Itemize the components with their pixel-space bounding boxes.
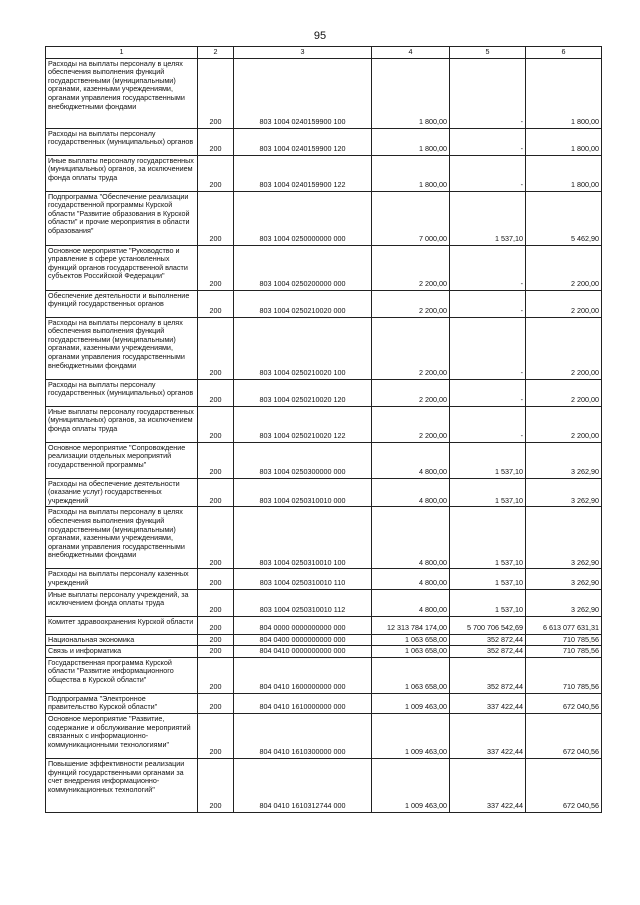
row-change-amount: 1 537,10 (450, 507, 526, 569)
row-change-amount: 352 872,44 (450, 634, 526, 646)
row-plan-amount: 4 800,00 (372, 442, 450, 478)
row-change-amount: - (450, 379, 526, 406)
row-code: 803 1004 0250200000 000 (234, 245, 372, 290)
table-row (46, 128, 602, 155)
table-row (46, 442, 602, 478)
row-vr: 200 (198, 191, 234, 245)
row-vr: 200 (198, 478, 234, 507)
row-plan-amount: 12 313 784 174,00 (372, 616, 450, 634)
row-code: 804 0000 0000000000 000 (234, 616, 372, 634)
row-change-amount: - (450, 155, 526, 191)
row-name: Иные выплаты персоналу государственных (муниципальных) органов, за исключением фонда оплаты труда (46, 406, 198, 442)
budget-table-body (46, 47, 602, 813)
row-total-amount: 3 262,90 (526, 478, 602, 507)
column-number-6: 6 (526, 47, 602, 59)
row-plan-amount: 1 063 658,00 (372, 646, 450, 658)
row-plan-amount: 2 200,00 (372, 406, 450, 442)
table-row (46, 317, 602, 379)
table-row (46, 589, 602, 616)
row-change-amount: - (450, 58, 526, 128)
table-row (46, 155, 602, 191)
column-number-2: 2 (198, 47, 234, 59)
table-row (46, 379, 602, 406)
row-plan-amount: 1 800,00 (372, 128, 450, 155)
row-code: 804 0410 1610300000 000 (234, 713, 372, 758)
row-total-amount: 1 800,00 (526, 155, 602, 191)
column-number-3: 3 (234, 47, 372, 59)
row-change-amount: 337 422,44 (450, 758, 526, 812)
column-number-5: 5 (450, 47, 526, 59)
row-change-amount: - (450, 245, 526, 290)
row-vr: 200 (198, 442, 234, 478)
row-plan-amount: 2 200,00 (372, 290, 450, 317)
table-row (46, 634, 602, 646)
row-code: 803 1004 0240159900 100 (234, 58, 372, 128)
table-row (46, 693, 602, 713)
row-code: 803 1004 0250310010 110 (234, 569, 372, 589)
row-vr: 200 (198, 646, 234, 658)
row-vr: 200 (198, 634, 234, 646)
row-name: Государственная программа Курской области "Развитие информационного общества в Курской области" (46, 657, 198, 693)
row-name: Связь и информатика (46, 646, 198, 658)
row-vr: 200 (198, 589, 234, 616)
row-change-amount: - (450, 317, 526, 379)
table-row (46, 406, 602, 442)
row-vr: 200 (198, 693, 234, 713)
row-name: Иные выплаты персоналу учреждений, за исключением фонда оплаты труда (46, 589, 198, 616)
table-row (46, 569, 602, 589)
row-change-amount: 1 537,10 (450, 442, 526, 478)
table-row (46, 507, 602, 569)
row-name: Обеспечение деятельности и выполнение функций государственных органов (46, 290, 198, 317)
row-plan-amount: 1 800,00 (372, 155, 450, 191)
row-change-amount: 1 537,10 (450, 478, 526, 507)
table-row (46, 478, 602, 507)
row-total-amount: 2 200,00 (526, 290, 602, 317)
row-total-amount: 5 462,90 (526, 191, 602, 245)
row-vr: 200 (198, 713, 234, 758)
row-code: 804 0410 0000000000 000 (234, 646, 372, 658)
row-name: Основное мероприятие "Руководство и управление в сфере установленных функций органов государственной власти субъектов Российской Федерации" (46, 245, 198, 290)
table-row (46, 657, 602, 693)
row-change-amount: 1 537,10 (450, 191, 526, 245)
row-total-amount: 3 262,90 (526, 442, 602, 478)
row-vr: 200 (198, 379, 234, 406)
row-total-amount: 672 040,56 (526, 693, 602, 713)
row-name: Подпрограмма "Обеспечение реализации государственной программы Курской области "Развитие образования в Курской области" и прочие мероприятия в области образования" (46, 191, 198, 245)
row-name: Комитет здравоохранения Курской области (46, 616, 198, 634)
column-number-1: 1 (46, 47, 198, 59)
row-total-amount: 3 262,90 (526, 569, 602, 589)
row-total-amount: 2 200,00 (526, 245, 602, 290)
row-plan-amount: 4 800,00 (372, 589, 450, 616)
row-total-amount: 2 200,00 (526, 379, 602, 406)
row-total-amount: 672 040,56 (526, 758, 602, 812)
table-row (46, 58, 602, 128)
row-plan-amount: 1 009 463,00 (372, 758, 450, 812)
row-change-amount: 352 872,44 (450, 646, 526, 658)
row-code: 804 0400 0000000000 000 (234, 634, 372, 646)
row-plan-amount: 1 800,00 (372, 58, 450, 128)
row-plan-amount: 2 200,00 (372, 379, 450, 406)
row-vr: 200 (198, 657, 234, 693)
row-plan-amount: 1 063 658,00 (372, 657, 450, 693)
row-total-amount: 3 262,90 (526, 507, 602, 569)
row-code: 803 1004 0240159900 120 (234, 128, 372, 155)
table-row (46, 616, 602, 634)
row-change-amount: 352 872,44 (450, 657, 526, 693)
row-total-amount: 672 040,56 (526, 713, 602, 758)
budget-table (45, 46, 602, 813)
row-plan-amount: 1 063 658,00 (372, 634, 450, 646)
row-name: Иные выплаты персоналу государственных (муниципальных) органов, за исключением фонда оплаты труда (46, 155, 198, 191)
row-total-amount: 1 800,00 (526, 58, 602, 128)
row-total-amount: 710 785,56 (526, 646, 602, 658)
row-plan-amount: 1 009 463,00 (372, 693, 450, 713)
row-vr: 200 (198, 616, 234, 634)
row-name: Расходы на обеспечение деятельности (оказание услуг) государственных учреждений (46, 478, 198, 507)
row-code: 803 1004 0250300000 000 (234, 442, 372, 478)
table-row (46, 245, 602, 290)
row-name: Расходы на выплаты персоналу в целях обеспечения выполнения функций государственными (муниципальными) органами, казенными учреждениями, органами управления государственными внебюджетными фондами (46, 507, 198, 569)
row-code: 803 1004 0250210020 000 (234, 290, 372, 317)
row-vr: 200 (198, 317, 234, 379)
column-number-4: 4 (372, 47, 450, 59)
row-code: 803 1004 0240159900 122 (234, 155, 372, 191)
column-number-row (46, 47, 602, 59)
row-code: 803 1004 0250210020 100 (234, 317, 372, 379)
row-total-amount: 710 785,56 (526, 657, 602, 693)
row-code: 804 0410 1610312744 000 (234, 758, 372, 812)
row-change-amount: 5 700 706 542,69 (450, 616, 526, 634)
row-name: Расходы на выплаты персоналу государственных (муниципальных) органов (46, 379, 198, 406)
row-name: Национальная экономика (46, 634, 198, 646)
row-plan-amount: 4 800,00 (372, 569, 450, 589)
row-total-amount: 3 262,90 (526, 589, 602, 616)
row-name: Расходы на выплаты персоналу государственных (муниципальных) органов (46, 128, 198, 155)
row-total-amount: 2 200,00 (526, 317, 602, 379)
row-code: 803 1004 0250310010 000 (234, 478, 372, 507)
row-code: 804 0410 1610000000 000 (234, 693, 372, 713)
row-vr: 200 (198, 406, 234, 442)
row-change-amount: 1 537,10 (450, 569, 526, 589)
row-code: 803 1004 0250210020 120 (234, 379, 372, 406)
row-change-amount: 337 422,44 (450, 693, 526, 713)
row-vr: 200 (198, 290, 234, 317)
row-code: 804 0410 1600000000 000 (234, 657, 372, 693)
row-code: 803 1004 0250310010 112 (234, 589, 372, 616)
row-vr: 200 (198, 758, 234, 812)
row-plan-amount: 2 200,00 (372, 317, 450, 379)
row-name: Расходы на выплаты персоналу казенных учреждений (46, 569, 198, 589)
row-name: Основное мероприятие "Сопровождение реализации отдельных мероприятий государственной программы" (46, 442, 198, 478)
row-change-amount: 1 537,10 (450, 589, 526, 616)
row-vr: 200 (198, 128, 234, 155)
row-plan-amount: 1 009 463,00 (372, 713, 450, 758)
row-change-amount: - (450, 290, 526, 317)
table-row (46, 758, 602, 812)
row-vr: 200 (198, 155, 234, 191)
row-plan-amount: 4 800,00 (372, 478, 450, 507)
row-total-amount: 1 800,00 (526, 128, 602, 155)
row-code: 803 1004 0250310010 100 (234, 507, 372, 569)
table-row (46, 713, 602, 758)
row-name: Расходы на выплаты персоналу в целях обеспечения выполнения функций государственными (муниципальными) органами, казенными учреждениями, органами управления государственными внебюджетными фондами (46, 317, 198, 379)
row-vr: 200 (198, 245, 234, 290)
row-total-amount: 6 613 077 631,31 (526, 616, 602, 634)
row-plan-amount: 2 200,00 (372, 245, 450, 290)
row-name: Подпрограмма "Электронное правительство Курской области" (46, 693, 198, 713)
row-vr: 200 (198, 58, 234, 128)
row-name: Повышение эффективности реализации функций государственными органами за счет внедрения информационно-коммуникационных технологий" (46, 758, 198, 812)
row-total-amount: 710 785,56 (526, 634, 602, 646)
row-code: 803 1004 0250000000 000 (234, 191, 372, 245)
table-row (46, 646, 602, 658)
row-plan-amount: 4 800,00 (372, 507, 450, 569)
row-name: Расходы на выплаты персоналу в целях обеспечения выполнения функций государственными (муниципальными) органами, казенными учреждениями, органами управления государственными внебюджетными фондами (46, 58, 198, 128)
row-change-amount: - (450, 406, 526, 442)
row-plan-amount: 7 000,00 (372, 191, 450, 245)
row-change-amount: 337 422,44 (450, 713, 526, 758)
row-change-amount: - (450, 128, 526, 155)
table-row (46, 290, 602, 317)
row-vr: 200 (198, 569, 234, 589)
row-name: Основное мероприятие "Развитие, содержание и обслуживание мероприятий связанных с информационно-коммуникационными технологиями" (46, 713, 198, 758)
row-vr: 200 (198, 507, 234, 569)
row-code: 803 1004 0250210020 122 (234, 406, 372, 442)
page-number: 95 (313, 30, 327, 42)
table-row (46, 191, 602, 245)
row-total-amount: 2 200,00 (526, 406, 602, 442)
